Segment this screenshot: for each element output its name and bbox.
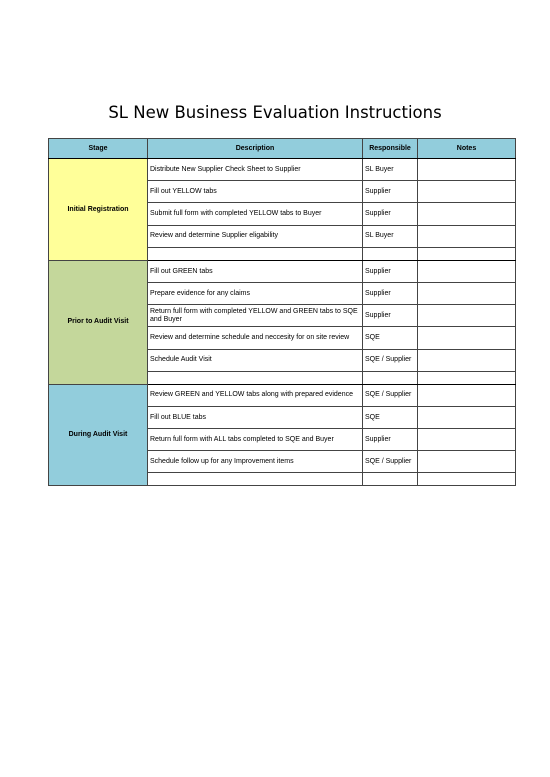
row-notes	[418, 260, 516, 282]
header-responsible: Responsible	[363, 139, 418, 159]
row-notes	[418, 429, 516, 451]
row-responsible: SQE / Supplier	[363, 451, 418, 473]
row-responsible: SQE	[363, 406, 418, 428]
row-description: Fill out YELLOW tabs	[148, 181, 363, 203]
row-notes	[418, 225, 516, 247]
row-responsible	[363, 247, 418, 260]
table-row	[49, 260, 516, 282]
row-notes	[418, 473, 516, 486]
row-notes	[418, 181, 516, 203]
row-notes	[418, 406, 516, 428]
row-responsible: Supplier	[363, 181, 418, 203]
row-responsible: Supplier	[363, 282, 418, 304]
row-notes	[418, 203, 516, 225]
row-description: Distribute New Supplier Check Sheet to Supplier	[148, 159, 363, 181]
row-description: Schedule Audit Visit	[148, 349, 363, 371]
row-responsible: Supplier	[363, 260, 418, 282]
row-notes	[418, 384, 516, 406]
row-responsible: SL Buyer	[363, 225, 418, 247]
row-responsible: Supplier	[363, 203, 418, 225]
row-description: Review and determine schedule and neccesity for on site review	[148, 327, 363, 349]
header-stage: Stage	[49, 139, 148, 159]
evaluation-table	[48, 138, 516, 486]
row-notes	[418, 305, 516, 327]
header-row	[49, 139, 516, 159]
row-responsible: SQE / Supplier	[363, 349, 418, 371]
row-description: Return full form with ALL tabs completed to SQE and Buyer	[148, 429, 363, 451]
stage-initial-registration: Initial Registration	[49, 159, 148, 261]
row-description: Schedule follow up for any Improvement items	[148, 451, 363, 473]
page-title: SL New Business Evaluation Instructions	[108, 103, 442, 122]
row-responsible: Supplier	[363, 429, 418, 451]
row-responsible: SQE	[363, 327, 418, 349]
stage-during-audit-visit: During Audit Visit	[49, 384, 148, 486]
row-description: Return full form with completed YELLOW and GREEN tabs to SQE and Buyer	[148, 305, 363, 327]
row-description: Fill out BLUE tabs	[148, 406, 363, 428]
row-description: Prepare evidence for any claims	[148, 282, 363, 304]
table-row	[49, 159, 516, 181]
row-notes	[418, 371, 516, 384]
row-description: Submit full form with completed YELLOW tabs to Buyer	[148, 203, 363, 225]
header-description: Description	[148, 139, 363, 159]
row-notes	[418, 247, 516, 260]
row-responsible	[363, 473, 418, 486]
stage-prior-to-audit-visit: Prior to Audit Visit	[49, 260, 148, 384]
row-notes	[418, 349, 516, 371]
row-responsible: SQE / Supplier	[363, 384, 418, 406]
row-description: Review GREEN and YELLOW tabs along with prepared evidence	[148, 384, 363, 406]
row-responsible	[363, 371, 418, 384]
row-notes	[418, 451, 516, 473]
row-description	[148, 371, 363, 384]
table-row	[49, 384, 516, 406]
row-responsible: SL Buyer	[363, 159, 418, 181]
row-notes	[418, 282, 516, 304]
header-notes: Notes	[418, 139, 516, 159]
row-notes	[418, 159, 516, 181]
row-description	[148, 247, 363, 260]
row-notes	[418, 327, 516, 349]
row-description: Fill out GREEN tabs	[148, 260, 363, 282]
row-description: Review and determine Supplier eligability	[148, 225, 363, 247]
row-description	[148, 473, 363, 486]
row-responsible: Supplier	[363, 305, 418, 327]
